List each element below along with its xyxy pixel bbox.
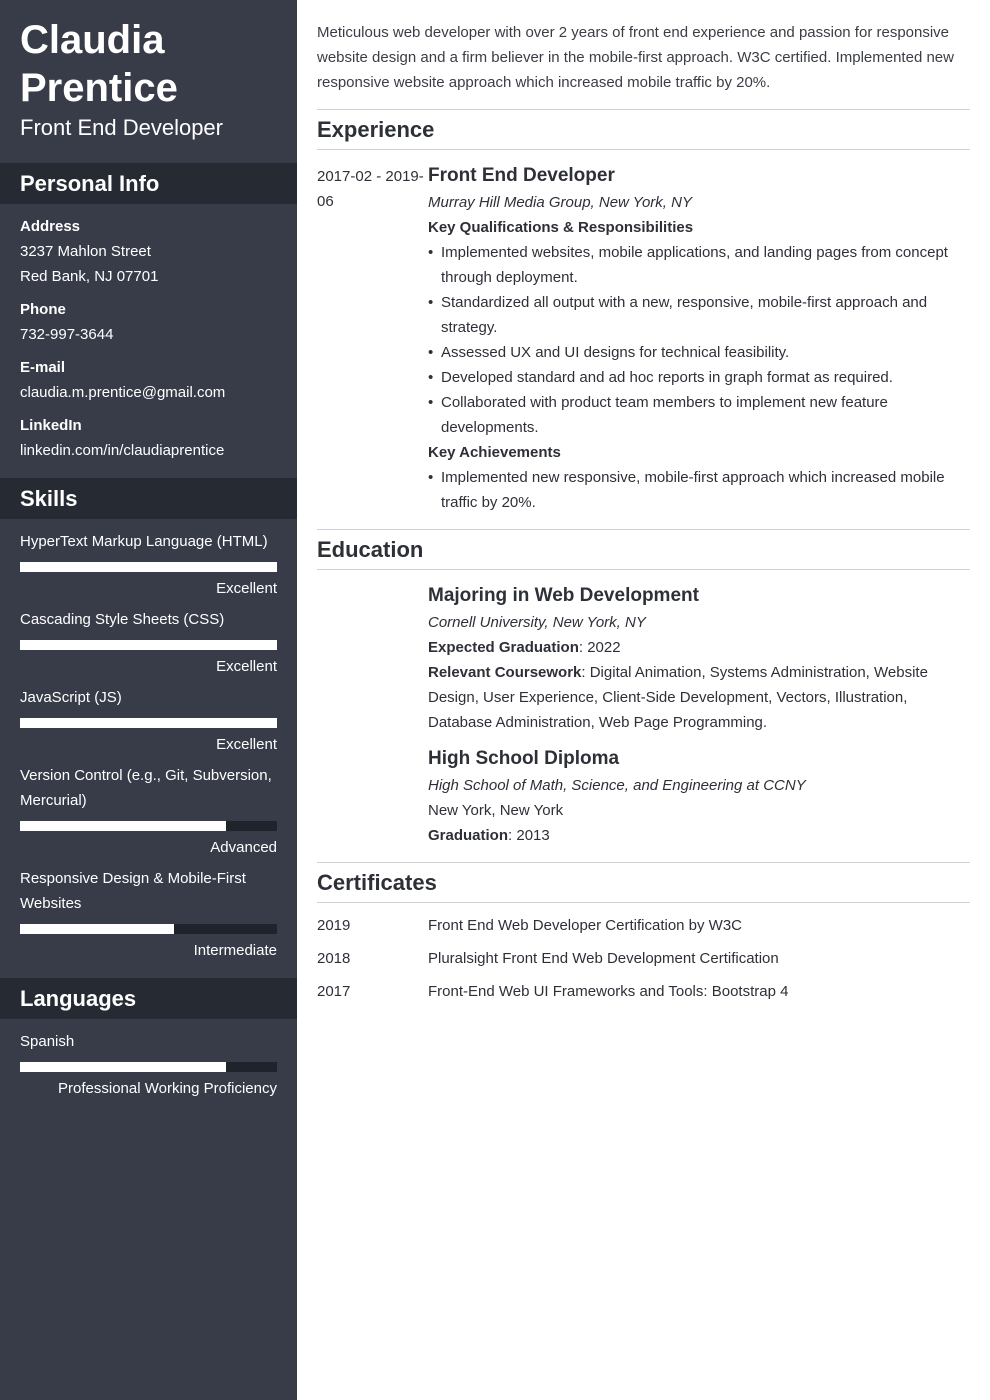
linkedin-label: LinkedIn: [20, 417, 82, 434]
skill-item: [20, 607, 277, 679]
skill-name: HyperText Markup Language (HTML): [20, 533, 268, 550]
graduation-line: [428, 823, 970, 848]
skill-level: Intermediate: [193, 942, 277, 959]
list-item: • Implemented new responsive, mobile-first approach which increased mobile traffic by 20%.: [428, 465, 970, 515]
sidebar: [0, 0, 297, 1400]
school-name: Cornell University, New York, NY: [428, 614, 646, 631]
job-dates-text: 2017-02 - 2019-06: [317, 168, 424, 210]
certificate-year: 2019: [317, 917, 351, 934]
candidate-name: [0, 0, 297, 112]
personal-info-heading: Personal Info: [0, 163, 297, 204]
first-name: Claudia: [20, 18, 165, 62]
skill-level: Excellent: [216, 658, 277, 675]
job-position: Front End Developer: [428, 165, 615, 186]
school-location: New York, New York: [428, 802, 564, 819]
achievements-heading: Key Achievements: [428, 444, 561, 461]
language-bar: [20, 1062, 277, 1072]
languages-heading: Languages: [0, 978, 297, 1019]
phone-label: Phone: [20, 301, 66, 318]
list-item: • Standardized all output with a new, responsive, mobile-first approach and strategy.: [428, 290, 970, 340]
language-name: Spanish: [20, 1033, 75, 1050]
skill-bar: [20, 821, 277, 831]
languages-list: [0, 1019, 297, 1101]
linkedin-value[interactable]: linkedin.com/in/claudiaprentice: [20, 442, 225, 459]
education-heading: Education: [317, 537, 424, 562]
education-details: [428, 745, 970, 848]
graduation-label: Expected Graduation: [428, 639, 579, 656]
job-company: Murray Hill Media Group, New York, NY: [428, 194, 692, 211]
skill-item: [20, 529, 277, 601]
skill-bar-fill: [20, 821, 226, 831]
school-name: High School of Math, Science, and Engineering at CCNY: [428, 777, 806, 794]
degree-title: High School Diploma: [428, 748, 620, 769]
degree-title: Majoring in Web Development: [428, 585, 699, 606]
skill-bar: [20, 924, 277, 934]
list-item: • Collaborated with product team members to implement new feature developments.: [428, 390, 970, 440]
skill-bar: [20, 562, 277, 572]
coursework-value: : Digital Animation, Systems Administration, Website Design, User Experience, Client-Side Development, Vectors, Illustration, Database Administration, Web Page Programming.: [428, 664, 928, 731]
job-details: [428, 162, 970, 515]
skill-name: JavaScript (JS): [20, 689, 122, 706]
responsibilities-list: [428, 240, 970, 440]
certificate-year: 2017: [317, 983, 351, 1000]
skills-heading: Skills: [0, 478, 297, 519]
summary: Meticulous web developer with over 2 years of front end experience and passion for responsive website design and a firm believer in the mobile-first approach. W3C certified. Implemented new responsive website approach which increased mobile traffic by 20%.: [317, 24, 954, 91]
education-entry: [317, 570, 970, 735]
certificate-item: [317, 979, 970, 1004]
graduation-label: Graduation: [428, 827, 509, 844]
certificate-name: Front End Web Developer Certification by W3C: [428, 917, 743, 934]
skill-bar-fill: [20, 640, 277, 650]
graduation-line: [428, 635, 970, 660]
experience-entry: [317, 150, 970, 529]
education-entry: [317, 735, 970, 862]
phone-value: 732-997-3644: [20, 326, 114, 343]
certificates-heading: Certificates: [317, 870, 437, 895]
certificate-name: Pluralsight Front End Web Development Certification: [428, 950, 779, 967]
graduation-value: : 2013: [508, 827, 550, 844]
certificate-item: [317, 913, 970, 938]
skill-item: [20, 685, 277, 757]
skill-item: [20, 763, 277, 860]
skill-name: Responsive Design & Mobile-First Websites: [20, 870, 246, 912]
achievements-list: [428, 465, 970, 515]
skill-bar-fill: [20, 562, 277, 572]
certificates-list: [317, 903, 970, 1004]
skill-bar-fill: [20, 718, 277, 728]
job-title: Front End Developer: [20, 115, 223, 140]
list-item: • Implemented websites, mobile applications, and landing pages from concept through deployment.: [428, 240, 970, 290]
skill-item: [20, 866, 277, 963]
certificate-name: Front-End Web UI Frameworks and Tools: Bootstrap 4: [428, 983, 789, 1000]
personal-info: [0, 204, 297, 463]
skill-level: Advanced: [210, 839, 277, 856]
skill-bar: [20, 640, 277, 650]
language-item: [20, 1029, 277, 1101]
responsibilities-heading: Key Qualifications & Responsibilities: [428, 219, 694, 236]
list-item: • Developed standard and ad hoc reports in graph format as required.: [428, 365, 970, 390]
certificate-item: [317, 946, 970, 971]
address-line1: 3237 Mahlon Street: [20, 243, 151, 260]
address-label: Address: [20, 218, 81, 235]
email-label: E-mail: [20, 359, 66, 376]
skill-name: Version Control (e.g., Git, Subversion, Mercurial): [20, 767, 272, 809]
graduation-value: : 2022: [578, 639, 621, 656]
last-name: Prentice: [20, 66, 178, 110]
email-value[interactable]: claudia.m.prentice@gmail.com: [20, 384, 226, 401]
coursework-line: [428, 660, 970, 735]
skill-level: Excellent: [216, 580, 277, 597]
skill-bar: [20, 718, 277, 728]
language-level: Professional Working Proficiency: [58, 1080, 277, 1097]
list-item: • Assessed UX and UI designs for technical feasibility.: [428, 340, 970, 365]
skill-name: Cascading Style Sheets (CSS): [20, 611, 225, 628]
skills-list: [0, 519, 297, 963]
coursework-label: Relevant Coursework: [428, 664, 582, 681]
main-content: [317, 0, 970, 1012]
education-details: [428, 582, 970, 735]
job-dates: [317, 162, 428, 515]
education-date: [317, 745, 428, 848]
education-date: [317, 582, 428, 735]
certificate-year: 2018: [317, 950, 351, 967]
skill-bar-fill: [20, 924, 174, 934]
address-line2: Red Bank, NJ 07701: [20, 268, 159, 285]
experience-heading: Experience: [317, 117, 435, 142]
language-bar-fill: [20, 1062, 226, 1072]
skill-level: Excellent: [216, 736, 277, 753]
